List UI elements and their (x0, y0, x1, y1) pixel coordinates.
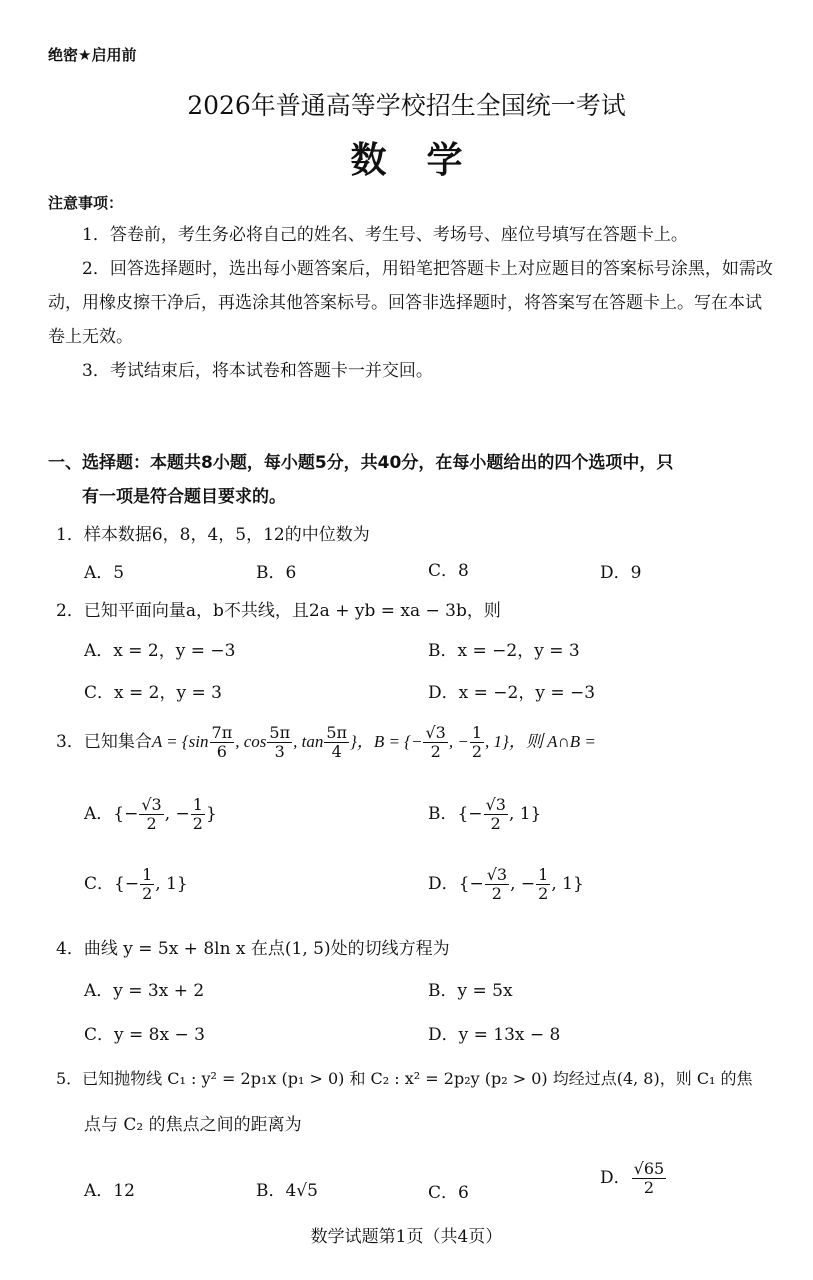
question-5-stem-line1: 5．已知抛物线 C₁ : y² = 2p₁x (p₁ > 0) 和 C₂ : x² = 2p₂y (p₂ > 0) 均经过点(4, 8)，则 C₁ 的焦 (56, 1069, 753, 1088)
fraction-numerator: √3 (425, 723, 446, 742)
q4-option-a: A．y = 3x + 2 (84, 981, 205, 1001)
option-close: , 1} (155, 874, 188, 894)
section-heading-line1: 一、选择题：本题共8小题，每小题5分，共40分，在每小题给出的四个选项中，只 (48, 453, 674, 473)
section-heading (48, 446, 778, 514)
q3-option-a (84, 796, 217, 833)
q3-option-c (84, 866, 188, 903)
fraction-numerator: √3 (486, 865, 508, 884)
q5-option-b: B．4√5 (256, 1181, 318, 1201)
fraction-denominator: 3 (274, 742, 285, 761)
fraction-sqrt65-2 (632, 1160, 667, 1197)
option-sep: , − (164, 804, 190, 824)
question-5-stem-line2: 点与 C₂ 的焦点之间的距离为 (84, 1115, 302, 1135)
q3-cos: , cos (235, 732, 267, 751)
q3-tan: , tan (293, 732, 324, 751)
fraction-1-2 (140, 866, 154, 903)
fraction-sqrt3-2 (484, 796, 508, 833)
fraction-numerator: √3 (485, 795, 506, 814)
fraction-denominator: 2 (146, 814, 157, 833)
q4-option-b: B．y = 5x (428, 981, 513, 1001)
fraction-denominator: 2 (491, 884, 502, 903)
notice-heading: 注意事项： (48, 194, 124, 212)
fraction-denominator: 2 (490, 814, 501, 833)
fraction-numerator: √65 (633, 1159, 665, 1178)
q3-fraction-5pi-4 (324, 724, 349, 761)
confidential-mark: 绝密★启用前 (48, 46, 137, 64)
fraction-numerator: 7π (211, 723, 233, 742)
option-open: C．{− (84, 874, 140, 894)
q2-option-d: D．x = −2，y = −3 (428, 683, 596, 703)
q3-set-a-open: A = {sin (151, 732, 209, 751)
fraction-1-2 (536, 866, 550, 903)
question-3-stem (56, 724, 596, 761)
q2-option-c: C．x = 2，y = 3 (84, 683, 222, 703)
fraction-numerator: 5π (269, 723, 291, 742)
notice-item-3: 3．考试结束后，将本试卷和答题卡一并交回。 (82, 361, 433, 381)
question-4-stem: 4．曲线 y = 5x + 8ln x 在点(1, 5)处的切线方程为 (56, 939, 450, 959)
fraction-numerator: 1 (192, 795, 203, 814)
q5-option-c: C．6 (428, 1183, 469, 1203)
q3-fraction-1-2 (470, 724, 484, 761)
q3-option-d (428, 866, 584, 903)
option-close: } (205, 804, 217, 824)
q3-set-b-close: , 1}，则 A∩B = (485, 732, 596, 751)
q1-option-b: B．6 (256, 563, 297, 583)
fraction-denominator: 2 (471, 742, 483, 761)
page-footer: 数学试题第1页（共4页） (310, 1227, 503, 1247)
fraction-numerator: √3 (141, 795, 162, 814)
exam-title: 2026年普通高等学校招生全国统一考试 (187, 91, 626, 120)
fraction-1-2 (191, 796, 205, 833)
fraction-denominator: 2 (192, 814, 203, 833)
fraction-denominator: 6 (216, 742, 227, 761)
q1-option-a: A．5 (84, 563, 125, 583)
fraction-denominator: 4 (331, 742, 342, 761)
fraction-denominator: 2 (538, 884, 549, 903)
fraction-numerator: 1 (142, 865, 153, 884)
fraction-numerator: 1 (538, 865, 549, 884)
q2-option-b: B．x = −2，y = 3 (428, 641, 580, 661)
question-1-stem: 1．样本数据6，8，4，5，12的中位数为 (56, 525, 370, 545)
subject-title: 数学 (350, 139, 503, 181)
option-open: B．{− (428, 804, 483, 824)
q5-option-d (600, 1160, 667, 1197)
option-open: A．{− (84, 804, 139, 824)
q5-option-a: A．12 (84, 1181, 135, 1201)
q3-sep: , − (448, 732, 469, 751)
option-open: D．{− (428, 874, 484, 894)
notice-item-2: 2．回答选择题时，选出每小题答案后，用铅笔把答题卡上对应题目的答案标号涂黑，如需改动，用橡皮擦干净后，再选涂其他答案标号。回答非选择题时，将答案写在答题卡上。写在本试卷上无效。 (48, 259, 773, 347)
fraction-numerator: 5π (326, 723, 348, 742)
option-label: D． (600, 1168, 631, 1188)
q3-set-b-open: }，B = {− (350, 732, 423, 751)
q1-option-d: D．9 (600, 563, 642, 583)
option-sep: , − (510, 874, 536, 894)
option-close: , 1} (551, 874, 584, 894)
fraction-numerator: 1 (471, 723, 483, 742)
q4-option-c: C．y = 8x − 3 (84, 1025, 205, 1045)
q1-option-c: C．8 (428, 561, 469, 581)
fraction-sqrt3-2 (139, 796, 163, 833)
q2-option-a: A．x = 2，y = −3 (84, 641, 236, 661)
q3-fraction-7pi-6 (210, 724, 235, 761)
fraction-denominator: 2 (430, 742, 441, 761)
q3-fraction-5pi-3 (267, 724, 292, 761)
fraction-sqrt3-2 (485, 866, 509, 903)
option-close: , 1} (508, 804, 542, 824)
notice-item-1: 1．答卷前，考生务必将自己的姓名、考生号、考场号、座位号填写在答题卡上。 (82, 225, 688, 245)
q3-prefix: 3．已知集合 (56, 732, 152, 752)
q3-fraction-sqrt3-2 (423, 724, 447, 761)
section-heading-line2: 有一项是符合题目要求的。 (82, 487, 286, 507)
q4-option-d: D．y = 13x − 8 (428, 1025, 561, 1045)
fraction-denominator: 2 (142, 884, 153, 903)
question-2-stem: 2．已知平面向量a，b不共线，且2a + yb = xa − 3b，则 (56, 601, 501, 621)
fraction-denominator: 2 (643, 1178, 655, 1197)
q3-option-b (428, 796, 541, 833)
